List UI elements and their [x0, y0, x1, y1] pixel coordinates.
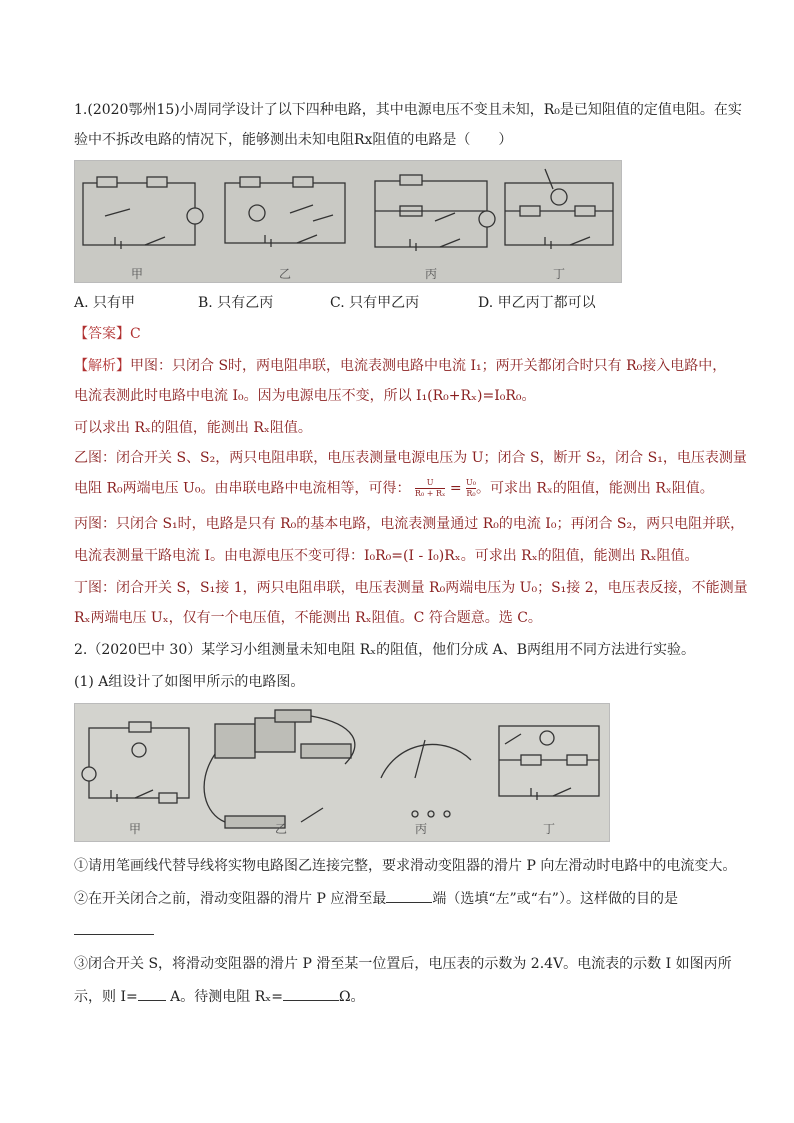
blank-left-right[interactable] [386, 888, 432, 903]
fig1-label-ding: 丁 [553, 267, 566, 281]
blank-resistance[interactable] [283, 986, 339, 1001]
fig2-label-yi: 乙 [275, 822, 288, 836]
q2-part1: (1) A组设计了如图甲所示的电路图。 [74, 674, 305, 690]
q2-sub2-blank-line [74, 920, 154, 941]
q2-experiment-drawing [75, 704, 609, 841]
q1-analysis-line1 [74, 356, 726, 376]
analysis-text-5: 电阻 R₀两端电压 U₀。由串联电路中电流相等，可得： [74, 480, 411, 497]
q2-sub3-text-c: A。待测电阻 Rₓ= [165, 989, 283, 1005]
q2-sub3-line2 [74, 986, 365, 1007]
q1-analysis-line3: 可以求出 Rₓ的阻值，能测出 Rₓ阻值。 [74, 420, 312, 436]
frac2-den: R₀ [466, 489, 476, 498]
q2-experiment-figure [74, 703, 610, 842]
fraction-u-over-sum [415, 478, 445, 499]
q1-option-c: C. 只有甲乙丙 [330, 295, 420, 311]
q1-analysis-line6: 丙图：只闭合 S₁时，电路是只有 R₀的基本电路，电流表测量通过 R₀的电流 I₀；再闭合 S₂，两只电阻并联， [74, 516, 745, 532]
fraction-equals: = [449, 480, 462, 497]
q2-sub2-text-a: ②在开关闭合之前，滑动变阻器的滑片 P 应滑至最 [74, 891, 387, 907]
fig1-label-yi: 乙 [279, 267, 292, 281]
q1-stem-line2: 验中不拆改电路的情况下，能够测出未知电阻Rx阻值的电路是（ ） [74, 132, 513, 148]
q2-sub2-text-b: 端（选填“左”或“右”）。这样做的目的是 [432, 891, 678, 907]
q1-analysis-line2: 电流表测此时电路中电流 I₀。因为电源电压不变，所以 I₁(R₀+Rₓ)=I₀R₀。 [74, 388, 536, 404]
q1-analysis-line7: 电流表测量干路电流 I。由电源电压不变可得：I₀R₀=(I - I₀)Rₓ。可求出 Rₓ的阻值，能测出 Rₓ阻值。 [74, 548, 699, 564]
analysis-text-5b: 。可求出 Rₓ的阻值，能测出 Rₓ阻值。 [475, 480, 714, 497]
q1-option-b: B. 只有乙丙 [198, 295, 274, 311]
q1-analysis-line8: 丁图：闭合开关 S，S₁接 1，两只电阻串联，电压表测量 R₀两端电压为 U₀；S₁接 2，电压表反接，不能测量 [74, 580, 748, 596]
analysis-text-1: 甲图：只闭合 S时，两电阻串联，电流表测电路中电流 I₁；两开关都闭合时只有 R₀接入电路中， [130, 358, 727, 374]
q2-sub3-text-b: 示，则 I= [74, 989, 138, 1005]
analysis-tag: 【解析】 [74, 358, 130, 374]
blank-current[interactable] [138, 986, 166, 1001]
fig1-label-bing: 丙 [425, 267, 438, 281]
fraction-u0-over-r0 [466, 478, 476, 499]
q1-analysis-line9: Rₓ两端电压 Uₓ，仅有一个电压值，不能测出 Rₓ阻值。C 符合题意。选 C。 [74, 610, 542, 626]
q2-sub3-line1: ③闭合开关 S，将滑动变阻器的滑片 P 滑至某一位置后，电压表的示数为 2.4V。电流表的示数 I 如图丙所 [74, 956, 732, 972]
fig2-label-jia: 甲 [129, 822, 142, 836]
q1-circuit-figure [74, 160, 622, 283]
fig1-label-jia: 甲 [131, 267, 144, 281]
q1-option-a: A. 只有甲 [74, 295, 136, 311]
fig2-label-bing: 丙 [415, 822, 428, 836]
q1-option-d: D. 甲乙丙丁都可以 [478, 295, 596, 311]
answer-value: C [130, 326, 141, 342]
frac2-num: U₀ [466, 478, 476, 487]
q1-analysis-line5 [74, 478, 714, 499]
frac1-den: R₀ + Rₓ [414, 489, 446, 498]
blank-purpose[interactable] [74, 920, 154, 935]
q1-circuit-drawing [75, 161, 621, 282]
q1-analysis-line4: 乙图：闭合开关 S、S₂，两只电阻串联，电压表测量电源电压为 U；闭合 S，断开 S₂，闭合 S₁，电压表测量 [74, 450, 747, 466]
q1-stem-line1: 1.(2020鄂州15)小周同学设计了以下四种电路，其中电源电压不变且未知，R₀是已知阻值的定值电阻。在实 [74, 102, 742, 118]
fig2-label-ding: 丁 [543, 822, 556, 836]
q2-sub2 [74, 888, 678, 909]
q2-sub3-text-d: Ω。 [338, 989, 365, 1005]
q1-answer [74, 324, 141, 344]
answer-tag: 【答案】 [74, 326, 130, 342]
frac1-num: U [415, 478, 445, 489]
q2-stem: 2.（2020巴中 30）某学习小组测量未知电阻 Rₓ的阻值，他们分成 A、B两组用不同方法进行实验。 [74, 642, 696, 658]
q2-sub1: ①请用笔画线代替导线将实物电路图乙连接完整，要求滑动变阻器的滑片 P 向左滑动时电路中的电流变大。 [74, 858, 737, 874]
